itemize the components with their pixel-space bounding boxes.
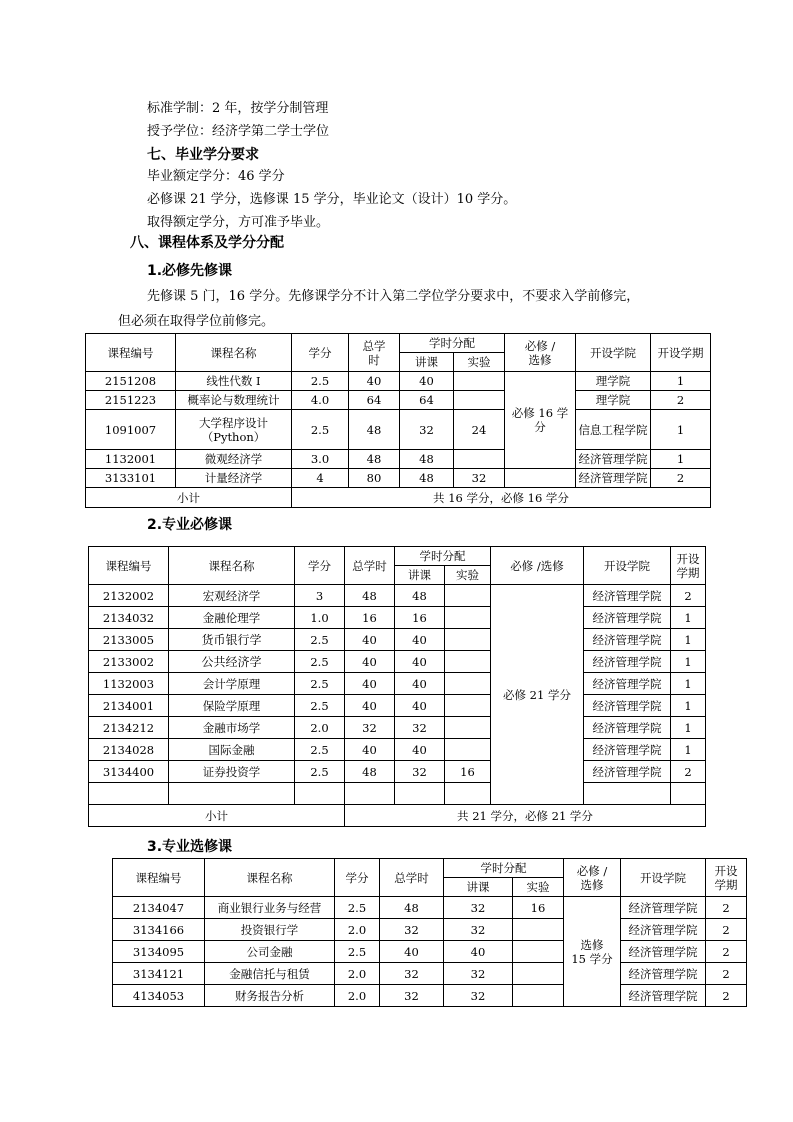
- empty-cell: [505, 469, 576, 488]
- course-name: 投资银行学: [205, 919, 335, 941]
- course-term: 2: [671, 585, 706, 607]
- header-hours: 总学时: [345, 547, 395, 585]
- course-college: 经济管理学院: [621, 985, 706, 1007]
- table-row: [89, 651, 706, 673]
- table-row: [89, 739, 706, 761]
- section-7-heading: 七、毕业学分要求: [147, 147, 259, 163]
- credit-breakdown: 必修课 21 学分，选修课 15 学分，毕业论文（设计）10 学分。: [147, 192, 517, 207]
- course-lecture: 40: [395, 739, 445, 761]
- table-row: [89, 673, 706, 695]
- course-hours: 32: [380, 985, 444, 1007]
- course-code: 3134095: [113, 941, 205, 963]
- header-hours: 总学时: [380, 859, 444, 897]
- course-lab: 32: [454, 469, 505, 488]
- header-req-line2: 选修: [528, 352, 552, 367]
- course-term: 2: [706, 941, 747, 963]
- course-lecture: 40: [444, 941, 513, 963]
- course-credit: 2.0: [335, 985, 380, 1007]
- required-credits: 毕业额定学分：46 学分: [147, 169, 285, 184]
- course-credit: 2.0: [335, 963, 380, 985]
- header-name: 课程名称: [205, 859, 335, 897]
- header-required-elective: 必修 /选修: [491, 547, 584, 585]
- course-lab: [454, 372, 505, 391]
- subtotal-value: 共 21 学分，必修 21 学分: [345, 805, 706, 827]
- empty-cell: [395, 783, 445, 805]
- course-credit: 4.0: [292, 391, 349, 410]
- course-code: 1132003: [89, 673, 169, 695]
- table-row: [86, 410, 711, 450]
- course-term: 2: [706, 919, 747, 941]
- header-code: 课程编号: [89, 547, 169, 585]
- course-lecture: 32: [395, 761, 445, 783]
- course-college: 经济管理学院: [576, 450, 651, 469]
- header-lecture: 讲课: [400, 353, 454, 372]
- major-required-course-table: [88, 546, 706, 827]
- header-hours: [349, 334, 400, 372]
- course-code: 2133002: [89, 651, 169, 673]
- course-name: 商业银行业务与经营: [205, 897, 335, 919]
- course-college: 信息工程学院: [576, 410, 651, 450]
- course-lab: [445, 717, 491, 739]
- course-term: 2: [651, 469, 711, 488]
- course-hours: 40: [345, 673, 395, 695]
- course-credit: 2.5: [295, 629, 345, 651]
- course-credit: 2.5: [335, 897, 380, 919]
- course-term: 1: [671, 717, 706, 739]
- header-lab: 实验: [445, 566, 491, 585]
- course-hours: 40: [345, 739, 395, 761]
- course-lecture: 32: [444, 919, 513, 941]
- course-name-line1: 大学程序设计: [199, 415, 268, 430]
- course-credit: 2.5: [292, 410, 349, 450]
- header-hours-line2: 时: [368, 352, 380, 367]
- table-row: [86, 469, 711, 488]
- header-name: 课程名称: [169, 547, 295, 585]
- course-lab: 24: [454, 410, 505, 450]
- course-hours: 40: [345, 695, 395, 717]
- course-college: 经济管理学院: [584, 607, 671, 629]
- graduation-condition: 取得额定学分，方可准予毕业。: [147, 215, 330, 230]
- course-credit: 4: [292, 469, 349, 488]
- header-term: [706, 859, 747, 897]
- empty-cell: [584, 783, 671, 805]
- course-hours: 32: [345, 717, 395, 739]
- course-hours: 48: [345, 761, 395, 783]
- subsection-2-heading: 2.专业必修课: [147, 517, 233, 533]
- empty-cell: [295, 783, 345, 805]
- course-name: 国际金融: [169, 739, 295, 761]
- course-lecture: 48: [395, 585, 445, 607]
- course-term: 1: [671, 651, 706, 673]
- course-code: 2134001: [89, 695, 169, 717]
- course-lecture: 32: [444, 985, 513, 1007]
- course-term: 1: [651, 450, 711, 469]
- course-lab: 16: [513, 897, 564, 919]
- course-hours: 48: [349, 450, 400, 469]
- course-code: 1132001: [86, 450, 176, 469]
- table-row: [86, 391, 711, 410]
- course-college: 经济管理学院: [584, 717, 671, 739]
- course-hours: 40: [345, 629, 395, 651]
- course-credit: 3: [295, 585, 345, 607]
- course-college: 经济管理学院: [621, 919, 706, 941]
- course-credit: 2.0: [295, 717, 345, 739]
- course-code: 2134028: [89, 739, 169, 761]
- course-lab: 16: [445, 761, 491, 783]
- header-term-line2: 学期: [676, 565, 700, 580]
- table-row: [89, 761, 706, 783]
- header-code: 课程编号: [113, 859, 205, 897]
- course-code: 2151208: [86, 372, 176, 391]
- course-lab: [513, 919, 564, 941]
- header-hours-line1: 总学: [362, 338, 386, 353]
- course-lab: [445, 739, 491, 761]
- table-row: [89, 607, 706, 629]
- course-credit: 2.5: [295, 673, 345, 695]
- course-term: 1: [651, 410, 711, 450]
- course-name: 概率论与数理统计: [176, 391, 292, 410]
- course-term: 2: [706, 985, 747, 1007]
- course-college: 经济管理学院: [621, 897, 706, 919]
- course-name: 财务报告分析: [205, 985, 335, 1007]
- table-row: [89, 695, 706, 717]
- major-elective-course-table: [112, 858, 747, 1007]
- table-row: [113, 941, 747, 963]
- empty-row: [89, 783, 706, 805]
- course-lecture: 40: [395, 673, 445, 695]
- course-name: 公司金融: [205, 941, 335, 963]
- header-college: 开设学院: [576, 334, 651, 372]
- course-term: 1: [671, 607, 706, 629]
- degree-awarded: 授予学位：经济学第二学士学位: [147, 124, 330, 139]
- course-term: 1: [651, 372, 711, 391]
- course-credit: 2.0: [335, 919, 380, 941]
- section-8-heading: 八、课程体系及学分分配: [130, 235, 284, 251]
- course-hours: 40: [380, 941, 444, 963]
- header-credit: 学分: [295, 547, 345, 585]
- table-row: [113, 985, 747, 1007]
- course-code: 2132002: [89, 585, 169, 607]
- course-name: 会计学原理: [169, 673, 295, 695]
- prerequisite-course-table: [85, 333, 711, 508]
- course-college: 理学院: [576, 391, 651, 410]
- header-term-line1: 开设: [714, 863, 738, 878]
- course-term: 1: [671, 695, 706, 717]
- header-req-line1: 必修 /: [524, 338, 556, 353]
- course-college: 经济管理学院: [584, 695, 671, 717]
- required-credit-note: [505, 372, 576, 469]
- empty-cell: [445, 783, 491, 805]
- header-hour-distribution: 学时分配: [395, 547, 491, 566]
- subtotal-row: [86, 488, 711, 508]
- course-name: 线性代数 I: [176, 372, 292, 391]
- course-college: 经济管理学院: [621, 941, 706, 963]
- header-hour-distribution: 学时分配: [400, 334, 505, 353]
- header-required-elective: [505, 334, 576, 372]
- course-name: 公共经济学: [169, 651, 295, 673]
- elective-note-line2: 15 学分: [571, 951, 613, 966]
- course-hours: 48: [349, 410, 400, 450]
- course-lecture: 48: [400, 469, 454, 488]
- course-lab: [513, 985, 564, 1007]
- header-term: [671, 547, 706, 585]
- course-code: 3134400: [89, 761, 169, 783]
- course-lab: [445, 695, 491, 717]
- empty-cell: [89, 783, 169, 805]
- header-req-line2: 选修: [580, 877, 604, 892]
- course-college: 经济管理学院: [584, 585, 671, 607]
- course-college: 经济管理学院: [584, 651, 671, 673]
- course-hours: 16: [345, 607, 395, 629]
- course-term: 2: [651, 391, 711, 410]
- header-college: 开设学院: [621, 859, 706, 897]
- course-credit: 2.5: [335, 941, 380, 963]
- course-name: 金融市场学: [169, 717, 295, 739]
- header-name: 课程名称: [176, 334, 292, 372]
- header-code: 课程编号: [86, 334, 176, 372]
- subsection-3-heading: 3.专业选修课: [147, 839, 233, 855]
- course-credit: 2.5: [295, 761, 345, 783]
- course-lab: [445, 651, 491, 673]
- table-row: [89, 717, 706, 739]
- course-hours: 48: [380, 897, 444, 919]
- course-credit: 2.5: [292, 372, 349, 391]
- course-name: 金融伦理学: [169, 607, 295, 629]
- course-hours: 32: [380, 919, 444, 941]
- course-name: 金融信托与租赁: [205, 963, 335, 985]
- prereq-note-line1: 先修课 5 门，16 学分。先修课学分不计入第二学位学分要求中，不要求入学前修完，: [147, 289, 640, 304]
- course-term: 2: [671, 761, 706, 783]
- header-credit: 学分: [335, 859, 380, 897]
- course-name: 证券投资学: [169, 761, 295, 783]
- course-term: 2: [706, 897, 747, 919]
- course-lecture: 32: [400, 410, 454, 450]
- course-name-line2: （Python）: [201, 429, 266, 444]
- course-lab: [454, 391, 505, 410]
- course-lecture: 32: [444, 897, 513, 919]
- course-hours: 80: [349, 469, 400, 488]
- req-note-line2: 分: [534, 420, 546, 434]
- course-code: 3134166: [113, 919, 205, 941]
- header-lab: 实验: [513, 878, 564, 897]
- elective-credit-note: [564, 897, 621, 1007]
- course-code: 2134047: [113, 897, 205, 919]
- header-lecture: 讲课: [444, 878, 513, 897]
- course-lecture: 16: [395, 607, 445, 629]
- required-credit-note: 必修 21 学分: [491, 585, 584, 805]
- course-college: 理学院: [576, 372, 651, 391]
- course-code: 4134053: [113, 985, 205, 1007]
- course-lab: [445, 607, 491, 629]
- table-row: [86, 372, 711, 391]
- course-credit: 2.5: [295, 739, 345, 761]
- course-credit: 2.5: [295, 695, 345, 717]
- course-college: 经济管理学院: [584, 629, 671, 651]
- course-lab: [445, 673, 491, 695]
- subtotal-value: 共 16 学分，必修 16 学分: [292, 488, 711, 508]
- req-note-line1: 必修 16 学: [511, 406, 569, 420]
- header-term: 开设学期: [651, 334, 711, 372]
- subtotal-label: 小计: [86, 488, 292, 508]
- course-hours: 40: [345, 651, 395, 673]
- course-credit: 1.0: [295, 607, 345, 629]
- table-row: [113, 963, 747, 985]
- course-college: 经济管理学院: [584, 739, 671, 761]
- course-lecture: 40: [395, 629, 445, 651]
- header-req-line1: 必修 /: [576, 863, 608, 878]
- course-lecture: 64: [400, 391, 454, 410]
- table-row: [89, 585, 706, 607]
- course-hours: 32: [380, 963, 444, 985]
- course-lecture: 40: [395, 695, 445, 717]
- course-college: 经济管理学院: [576, 469, 651, 488]
- header-term-line2: 学期: [714, 877, 738, 892]
- course-code: 2133005: [89, 629, 169, 651]
- header-lab: 实验: [454, 353, 505, 372]
- course-name: 计量经济学: [176, 469, 292, 488]
- course-code: 3133101: [86, 469, 176, 488]
- course-name: 微观经济学: [176, 450, 292, 469]
- course-name: 货币银行学: [169, 629, 295, 651]
- course-term: 2: [706, 963, 747, 985]
- course-lecture: 40: [395, 651, 445, 673]
- course-code: 1091007: [86, 410, 176, 450]
- elective-note-line1: 选修: [580, 937, 604, 952]
- course-hours: 64: [349, 391, 400, 410]
- course-code: 2134212: [89, 717, 169, 739]
- table-row: [113, 919, 747, 941]
- header-hour-distribution: 学时分配: [444, 859, 564, 878]
- course-hours: 48: [345, 585, 395, 607]
- course-lecture: 32: [395, 717, 445, 739]
- course-lab: [445, 629, 491, 651]
- table-row: [113, 897, 747, 919]
- course-lecture: 32: [444, 963, 513, 985]
- header-college: 开设学院: [584, 547, 671, 585]
- header-required-elective: [564, 859, 621, 897]
- subtotal-row: [89, 805, 706, 827]
- course-credit: 3.0: [292, 450, 349, 469]
- course-college: 经济管理学院: [584, 761, 671, 783]
- empty-cell: [671, 783, 706, 805]
- prereq-note-line2: 但必须在取得学位前修完。: [118, 314, 275, 329]
- course-lecture: 40: [400, 372, 454, 391]
- course-college: 经济管理学院: [584, 673, 671, 695]
- header-lecture: 讲课: [395, 566, 445, 585]
- course-credit: 2.5: [295, 651, 345, 673]
- table-row: [86, 450, 711, 469]
- subtotal-label: 小计: [89, 805, 345, 827]
- course-name: [176, 410, 292, 450]
- course-lecture: 48: [400, 450, 454, 469]
- course-college: 经济管理学院: [621, 963, 706, 985]
- course-term: 1: [671, 673, 706, 695]
- course-lab: [445, 585, 491, 607]
- course-code: 2134032: [89, 607, 169, 629]
- course-code: 3134121: [113, 963, 205, 985]
- empty-cell: [345, 783, 395, 805]
- table-row: [89, 629, 706, 651]
- course-lab: [513, 963, 564, 985]
- standard-duration: 标准学制：2 年，按学分制管理: [147, 101, 329, 116]
- header-credit: 学分: [292, 334, 349, 372]
- course-code: 2151223: [86, 391, 176, 410]
- course-lab: [513, 941, 564, 963]
- course-name: 宏观经济学: [169, 585, 295, 607]
- subsection-1-heading: 1.必修先修课: [147, 263, 233, 279]
- header-term-line1: 开设: [676, 551, 700, 566]
- empty-cell: [169, 783, 295, 805]
- course-hours: 40: [349, 372, 400, 391]
- course-term: 1: [671, 629, 706, 651]
- course-lab: [454, 450, 505, 469]
- course-name: 保险学原理: [169, 695, 295, 717]
- course-term: 1: [671, 739, 706, 761]
